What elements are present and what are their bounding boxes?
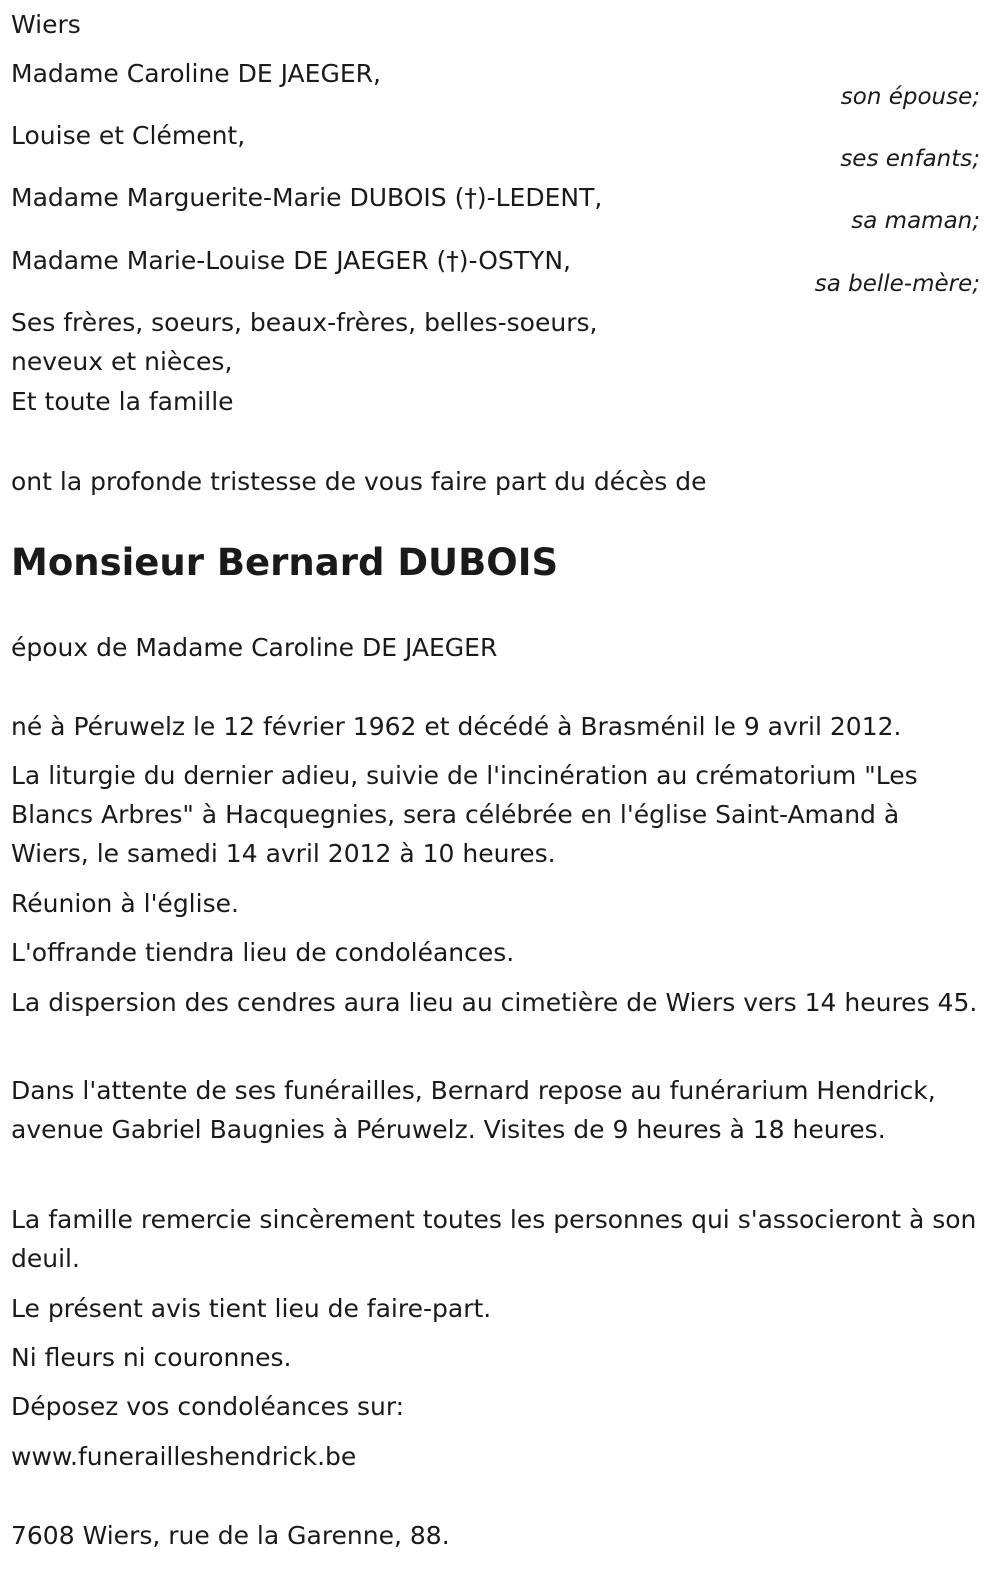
paragraph-visits: Dans l'attente de ses funérailles, Bernard repose au funérarium Hendrick, avenue Gabriel Baugnies à Péruwelz. Visites de 9 heures à 18 heures. bbox=[11, 1076, 936, 1144]
family-member-role: son épouse; bbox=[840, 84, 980, 110]
paragraph-thanks: La famille remercie sincèrement toutes les personnes qui s'associeront à son deuil. bbox=[11, 1205, 977, 1273]
family-member-role: ses enfants; bbox=[840, 146, 980, 172]
paragraph-birth-death: né à Péruwelz le 12 février 1962 et décédé à Brasménil le 9 avril 2012. bbox=[11, 712, 902, 741]
paragraph-notice: Le présent avis tient lieu de faire-part. bbox=[11, 1294, 492, 1323]
paragraph-gathering: Réunion à l'église. bbox=[11, 889, 239, 918]
relatives-line: Ses frères, soeurs, beaux-frères, belles-soeurs, bbox=[11, 308, 598, 337]
family-member-role: sa maman; bbox=[851, 208, 980, 234]
paragraph-ashes: La dispersion des cendres aura lieu au cimetière de Wiers vers 14 heures 45. bbox=[11, 988, 978, 1017]
header-location: Wiers bbox=[11, 10, 81, 39]
relatives-line: Et toute la famille bbox=[11, 387, 234, 416]
relatives-line: neveux et nièces, bbox=[11, 347, 233, 376]
family-member-name: Madame Marie-Louise DE JAEGER (†)-OSTYN, bbox=[11, 246, 571, 275]
family-member-name: Madame Caroline DE JAEGER, bbox=[11, 59, 381, 88]
website-link[interactable]: www.funerailleshendrick.be bbox=[11, 1442, 357, 1471]
paragraph-no-flowers: Ni fleurs ni couronnes. bbox=[11, 1343, 292, 1372]
deceased-name: Monsieur Bernard DUBOIS bbox=[11, 541, 559, 584]
deceased-spouse-line: époux de Madame Caroline DE JAEGER bbox=[11, 633, 498, 662]
paragraph-offering: L'offrande tiendra lieu de condoléances. bbox=[11, 938, 515, 967]
address: 7608 Wiers, rue de la Garenne, 88. bbox=[11, 1521, 450, 1550]
family-member-name: Madame Marguerite-Marie DUBOIS (†)-LEDENT, bbox=[11, 183, 603, 212]
family-member-name: Louise et Clément, bbox=[11, 121, 246, 150]
paragraph-condolences: Déposez vos condoléances sur: bbox=[11, 1392, 405, 1421]
family-member-role: sa belle-mère; bbox=[814, 271, 980, 297]
announcement-text: ont la profonde tristesse de vous faire part du décès de bbox=[11, 467, 707, 496]
paragraph-liturgy: La liturgie du dernier adieu, suivie de l'incinération au crématorium "Les Blancs Arbres" à Hacquegnies, sera célébrée en l'église Saint-Amand à Wiers, le samedi 14 avril 2012 à 10 heures. bbox=[11, 761, 918, 868]
